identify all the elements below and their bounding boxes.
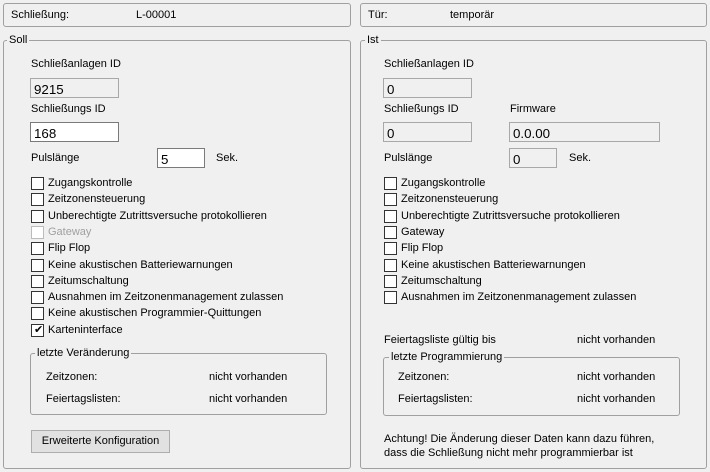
ist-checkbox-box[interactable] (384, 210, 397, 223)
ist-anlage-field[interactable] (383, 78, 472, 98)
prog-holidays-label: Feiertagslisten: (398, 393, 473, 405)
ist-anlage-label: Schließanlagen ID (384, 58, 474, 70)
ist-puls-label: Pulslänge (384, 152, 433, 164)
soll-checkbox-label: Unberechtigte Zutrittsversuche protokollieren (48, 209, 267, 222)
prog-group (383, 357, 680, 416)
soll-puls-label: Pulslänge (31, 152, 80, 164)
soll-lock-id-field[interactable] (30, 122, 119, 142)
lock-header-box (3, 3, 351, 27)
lock-label: Schließung: (11, 9, 70, 21)
soll-puls-field[interactable] (157, 148, 205, 168)
door-value: temporär (450, 9, 495, 21)
ist-checkbox-box[interactable] (384, 226, 397, 239)
ist-puls-unit: Sek. (569, 152, 592, 164)
ist-checkbox-box[interactable] (384, 259, 397, 272)
lock-value: L-00001 (136, 9, 177, 21)
ist-checkbox-box[interactable] (384, 177, 397, 190)
prog-timezones-label: Zeitzonen: (398, 371, 450, 383)
soll-checkbox-box[interactable] (31, 210, 44, 223)
prog-group-title: letzte Programmierung (391, 351, 503, 363)
soll-checkbox-box[interactable] (31, 177, 44, 190)
ist-checkbox-label: Gateway (401, 225, 445, 238)
soll-checkbox-box (31, 226, 44, 239)
change-holidays-value: nicht vorhanden (209, 393, 288, 405)
ist-checkbox-label: Flip Flop (401, 242, 444, 255)
ist-checkbox-box[interactable] (384, 291, 397, 304)
door-header-box (360, 3, 707, 27)
soll-checkbox-box[interactable] (31, 275, 44, 288)
change-timezones-value: nicht vorhanden (209, 371, 288, 383)
checkmark-icon: ✔ (34, 323, 44, 336)
ist-puls-field[interactable] (509, 148, 557, 168)
soll-checkbox-label: Ausnahmen im Zeitzonenmanagement zulassen (48, 291, 284, 304)
warning-line-2: dass die Schließung nicht mehr programmierbar ist (384, 447, 633, 459)
ist-checkbox-label: Zeitumschaltung (401, 274, 482, 287)
soll-checkbox-box[interactable] (31, 242, 44, 255)
soll-checkbox-label: Karteninterface (48, 323, 123, 336)
ist-checkbox-label: Keine akustischen Batteriewarnungen (401, 258, 586, 271)
ist-firmware-field[interactable] (509, 122, 660, 142)
ist-checkbox-box[interactable] (384, 242, 397, 255)
prog-holidays-value: nicht vorhanden (577, 393, 656, 405)
soll-checkbox-box[interactable] (31, 307, 44, 320)
soll-checkbox-label: Gateway (48, 225, 92, 238)
soll-group-title: Soll (9, 34, 28, 46)
soll-checkbox-label: Keine akustischen Programmier-Quittungen (48, 307, 262, 320)
soll-checkbox-label: Zeitumschaltung (48, 274, 129, 287)
warning-line-1: Achtung! Die Änderung dieser Daten kann dazu führen, (384, 433, 655, 445)
ist-checkbox-label: Zeitzonensteuerung (401, 193, 499, 206)
ist-checkbox-box[interactable] (384, 193, 397, 206)
soll-checkbox-box[interactable] (31, 324, 44, 337)
change-timezones-label: Zeitzonen: (46, 371, 98, 383)
soll-lock-id-label: Schließungs ID (31, 103, 106, 115)
soll-checkbox-label: Keine akustischen Batteriewarnungen (48, 258, 233, 271)
ist-group-title: Ist (367, 34, 379, 46)
holiday-valid-value: nicht vorhanden (577, 334, 656, 346)
ist-checkbox-label: Zugangskontrolle (401, 177, 486, 189)
ist-checkbox-box[interactable] (384, 275, 397, 288)
soll-checkbox-box[interactable] (31, 291, 44, 304)
advanced-config-button[interactable]: Erweiterte Konfiguration (31, 430, 170, 453)
ist-lock-id-label: Schließungs ID (384, 103, 459, 115)
prog-timezones-value: nicht vorhanden (577, 371, 656, 383)
soll-checkbox-label: Zeitzonensteuerung (48, 193, 146, 206)
soll-puls-unit: Sek. (216, 152, 239, 164)
holiday-valid-label: Feiertagsliste gültig bis (384, 334, 496, 346)
soll-anlage-label: Schließanlagen ID (31, 58, 121, 70)
door-label: Tür: (368, 9, 388, 21)
soll-checkbox-label: Flip Flop (48, 242, 91, 255)
ist-checkbox-label: Ausnahmen im Zeitzonenmanagement zulassen (401, 291, 637, 304)
soll-checkbox-box[interactable] (31, 259, 44, 272)
ist-checkbox-label: Unberechtigte Zutrittsversuche protokollieren (401, 209, 620, 222)
soll-checkbox-box[interactable] (31, 193, 44, 206)
change-holidays-label: Feiertagslisten: (46, 393, 121, 405)
soll-anlage-field[interactable] (30, 78, 119, 98)
soll-checkbox-label: Zugangskontrolle (48, 177, 133, 189)
ist-lock-id-field[interactable] (383, 122, 472, 142)
ist-firmware-label: Firmware (510, 103, 556, 115)
change-group (30, 353, 327, 415)
change-group-title: letzte Veränderung (37, 347, 130, 359)
